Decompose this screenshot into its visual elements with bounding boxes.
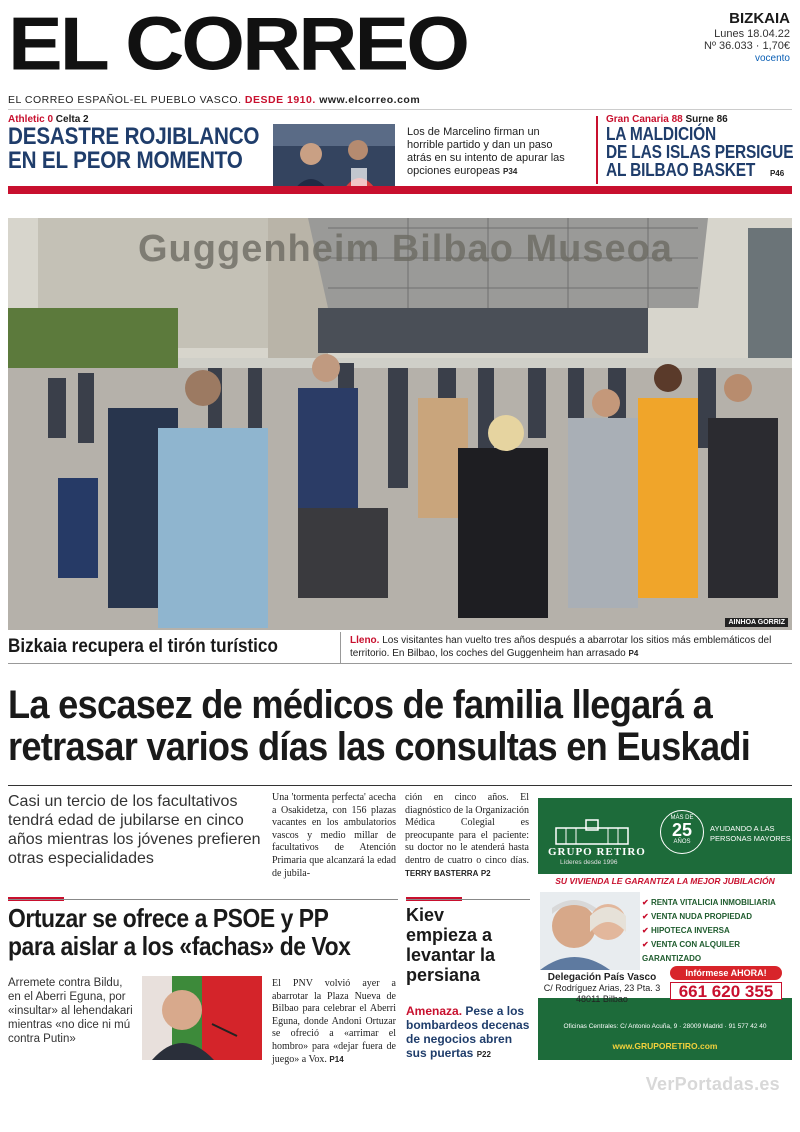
masthead-title: EL CORREO	[8, 2, 467, 87]
second-rule	[8, 899, 398, 900]
ad-bullet-1-icon: ✔	[642, 898, 651, 907]
third-rule	[406, 899, 530, 900]
ad-badge-top: MÁS DE	[670, 815, 694, 821]
ad-slogan	[710, 824, 791, 844]
lead-page: P2	[480, 868, 491, 878]
teaser-basket-line3: AL BILBAO BASKET	[606, 160, 756, 180]
issue-date: Lunes 18.04.22	[714, 28, 790, 40]
ad-footer: Oficinas Centrales: C/ Antonio Acuña, 9 · 28009 Madrid · 91 577 42 40	[563, 1023, 767, 1030]
teaser-headline-line1: DESASTRE ROJIBLANCO	[8, 123, 260, 150]
third-page: P22	[476, 1050, 491, 1059]
ad-office	[542, 972, 662, 1005]
tagline-url[interactable]: www.elcorreo.com	[319, 94, 421, 106]
ad-bullet-1	[642, 896, 790, 910]
lead-headline-line1: La escasez de médicos de familia llegará a	[8, 683, 713, 727]
ad-bullet-2-icon: ✔	[642, 912, 651, 921]
teaser-basket-score-home: Gran Canaria 88	[606, 114, 683, 125]
lead-column-2	[405, 792, 529, 880]
teaser-basket-line2: DE LAS ISLAS PERSIGUE	[606, 142, 794, 162]
third-headline[interactable]	[406, 905, 530, 985]
photo-caption-title: Bizkaia recupera el tirón turístico	[8, 636, 278, 657]
ad-bullet-3	[642, 924, 790, 938]
ad-bullet-3-label: HIPOTECA INVERSA	[650, 926, 730, 935]
ad-badge-bottom: AÑOS	[673, 839, 691, 845]
teaser-basket-line3-wrap	[606, 161, 796, 181]
third-deck	[406, 1004, 530, 1062]
third-headline-line3: levantar la	[406, 945, 496, 965]
museum-sign: Guggenheim Bilbao Museoa	[138, 228, 673, 270]
photo-credit: AINHOA GORRIZ	[725, 618, 788, 627]
ad-couple-svg	[540, 892, 640, 970]
vocento-logo: vocento	[754, 53, 790, 64]
caption-divider	[340, 632, 341, 664]
guggenheim-crowd-illustration	[8, 218, 792, 630]
teaser-athletic-photo	[273, 124, 395, 194]
ad-bullet-4-label: VENTA CON ALQUILER GARANTIZADO	[642, 940, 740, 963]
teaser-athletic-body: Los de Marcelino firman un horrible partido y dan un paso atrás en su intento de apurar las opciones europeas	[407, 126, 565, 177]
ad-office-city: 48011 Bilbao	[576, 994, 628, 1004]
photo-caption-text	[350, 634, 790, 660]
teaser-basket[interactable]	[606, 114, 796, 181]
ad-bullet-4-icon: ✔	[642, 940, 651, 949]
tagline	[8, 94, 420, 106]
caption-body: Los visitantes han vuelto tres años después a abarrotar los sitios más emblemáticos del territorio. En Bilbao, los coches del Guggenheim han arrasado	[350, 635, 772, 659]
masthead-divider	[8, 109, 792, 110]
teaser-score-home: Athletic 0	[8, 114, 54, 125]
third-deck-text: Pese a los bombardeos decenas de negocios abren sus puertas	[406, 1004, 530, 1060]
lead-headline-line2: retrasar varios días las consultas en Euskadi	[8, 725, 751, 769]
ad-25-badge	[660, 810, 704, 854]
teaser-basket-line1: LA MALDICIÓN	[606, 124, 717, 144]
red-rule	[8, 186, 792, 194]
ad-slogan-2: PERSONAS MAYORES	[710, 834, 791, 843]
grupo-retiro-ad[interactable]	[538, 798, 792, 1060]
ortuzar-illustration	[142, 976, 262, 1060]
ad-couple-photo	[540, 892, 640, 970]
watermark: VerPortadas.es	[645, 1074, 780, 1094]
edition-region: BIZKAIA	[729, 10, 790, 27]
teaser-separator	[596, 116, 598, 184]
ad-bullet-list	[642, 896, 790, 966]
ad-office-addr: C/ Rodríguez Arias, 23 Pta. 3	[543, 983, 661, 993]
tagline-text: EL CORREO ESPAÑOL-EL PUEBLO VASCO.	[8, 94, 242, 106]
ad-bullet-3-icon: ✔	[642, 926, 651, 935]
teaser-athletic[interactable]	[8, 114, 268, 173]
teaser-basket-page: P46	[769, 169, 785, 178]
ad-bullet-2	[642, 910, 790, 924]
ad-brand-sub: Líderes desde 1996	[560, 859, 618, 866]
second-page: P14	[329, 1054, 344, 1064]
ad-banner: SU VIVIENDA LE GARANTIZA LA MEJOR JUBILACIÓN	[555, 876, 775, 886]
second-deck: Arremete contra Bildu, en el Aberri Eguna, por «insultar» al lehendakari mientras «no dice ni mú contra Putin»	[8, 977, 133, 1045]
ad-slogan-1: AYUDANDO A LAS	[710, 824, 775, 833]
third-headline-line4: persiana	[406, 965, 481, 985]
lead-column-1: Una 'tormenta perfecta' acecha a Osakidetza, con 156 plazas vacantes en los ambulatorios vascos y medio millar de facultativos de Atención Primaria que alcanzará la edad de jubila-	[272, 792, 396, 879]
ad-badge-num: 25	[671, 820, 693, 840]
third-kicker: Amenaza.	[406, 1004, 463, 1018]
second-headline-line2: para aislar a los «fachas» de Vox	[8, 931, 351, 961]
ad-brand: GRUPO RETIRO	[548, 846, 646, 858]
teaser-athletic-page: P34	[503, 167, 518, 176]
second-body	[272, 978, 396, 1066]
lead-deck: Casi un tercio de los facultativos tendrá edad de jubilarse en cinco años mientras los jóvenes prefieren otras especialidades	[8, 793, 261, 867]
issue-number-price: Nº 36.033 · 1,70€	[704, 40, 790, 52]
ad-web[interactable]: www.GRUPORETIRO.com	[612, 1041, 718, 1051]
caption-kicker: Lleno.	[350, 635, 380, 646]
ad-building-svg	[552, 818, 632, 846]
ortuzar-photo	[142, 976, 262, 1060]
ad-building-icon	[552, 818, 632, 846]
second-headline-line1: Ortuzar se ofrece a PSOE y PP	[8, 903, 329, 933]
teaser-basket-score-away: Surne 86	[685, 114, 728, 125]
teaser-athletic-text	[407, 126, 577, 178]
lead-photo	[8, 218, 792, 630]
ad-office-title: Delegación País Vasco	[547, 972, 657, 983]
tagline-since: DESDE 1910.	[244, 94, 316, 106]
player-photo-illustration	[273, 124, 395, 194]
lead-rule	[8, 785, 792, 786]
lead-headline[interactable]	[8, 683, 751, 769]
lead-column-2-text: ción en cinco años. El diagnóstico de la Organización Médica Colegial es preocupante para el paciente: su doctor no le atenderá hasta dentro de cuatro o cinco días.	[405, 792, 529, 866]
teaser-score-away: Celta 2	[55, 114, 89, 125]
ad-bullet-4	[642, 938, 790, 966]
ad-cta-button[interactable]: Infórmese AHORA!	[670, 966, 782, 980]
second-headline[interactable]	[8, 904, 350, 960]
caption-page: P4	[628, 649, 639, 658]
third-headline-line2: empieza a	[406, 925, 493, 945]
second-body-text: El PNV volvió ayer a abarrotar la Plaza Nueva de Bilbao para celebrar el Aberri Eguna, donde Andoni Ortuzar se ofreció a «arrimar el hombro» para «dejar fuera de juego» a Vox.	[272, 978, 396, 1065]
ad-bullet-1-label: RENTA VITALICIA INMOBILIARIA	[650, 898, 776, 907]
ad-bullet-2-label: VENTA NUDA PROPIEDAD	[650, 912, 752, 921]
third-headline-line1: Kiev	[406, 905, 445, 925]
lead-byline: TERRY BASTERRA	[405, 868, 479, 878]
teaser-headline-line2: EN EL PEOR MOMENTO	[8, 147, 243, 174]
ad-phone[interactable]: 661 620 355	[670, 982, 782, 1000]
